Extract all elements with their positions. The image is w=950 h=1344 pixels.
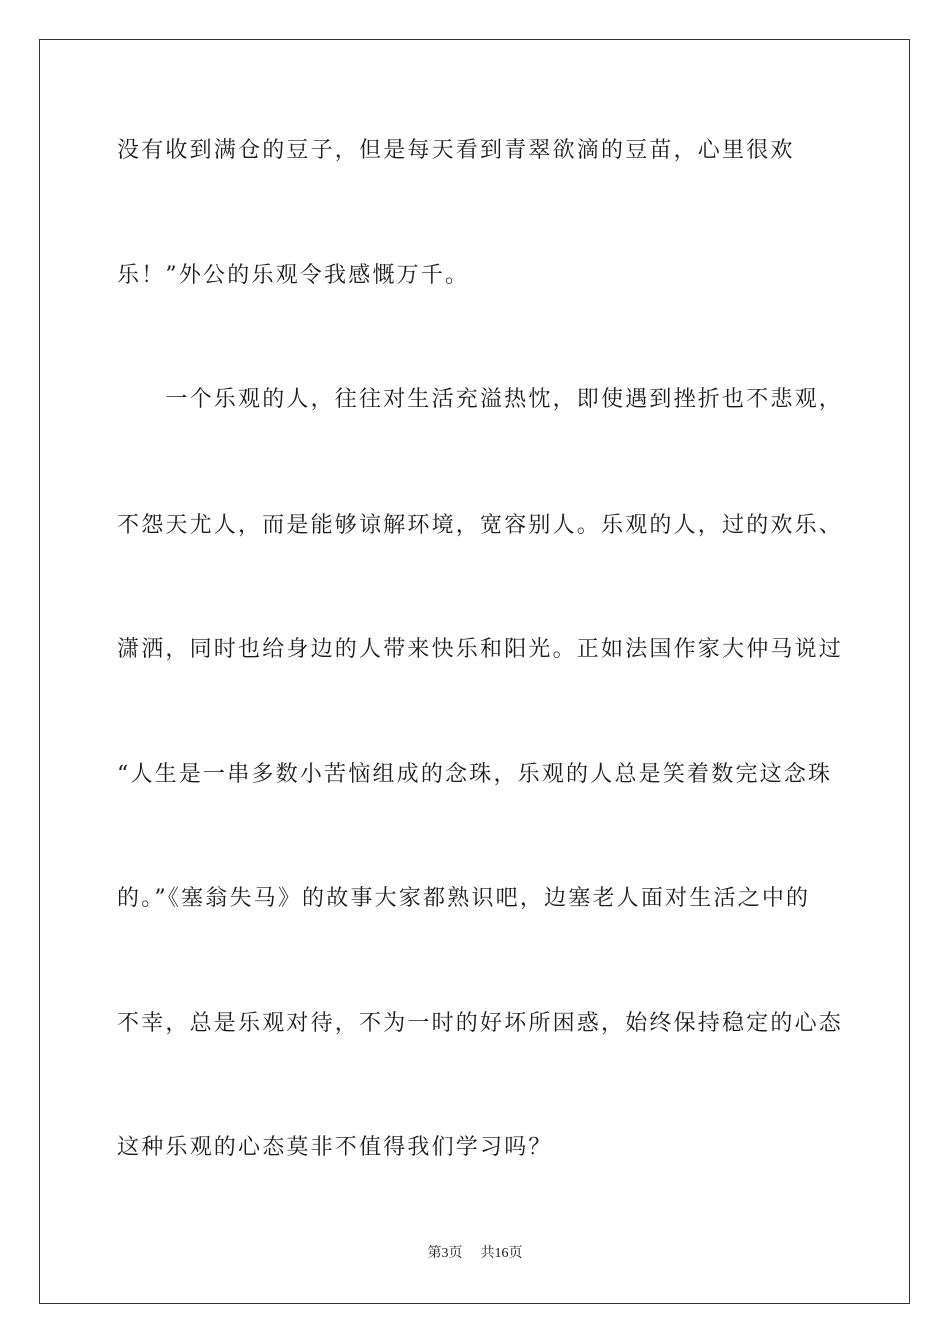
text-line-2: 乐！”外公的乐观令我感慨万千。 bbox=[117, 263, 470, 288]
text-line-7: 的。”《塞翁失马》的故事大家都熟识吧，边塞老人面对生活之中的 bbox=[117, 886, 811, 911]
text-line-1: 没有收到满仓的豆子，但是每天看到青翠欲滴的豆苗，心里很欢 bbox=[117, 138, 795, 163]
page-border bbox=[39, 39, 910, 1304]
text-line-3: 一个乐观的人，往往对生活充溢热忱，即使遇到挫折也不悲观， bbox=[117, 387, 844, 412]
text-line-4: 不怨天尤人，而是能够谅解环境，宽容别人。乐观的人，过的欢乐、 bbox=[117, 513, 844, 538]
page-footer bbox=[0, 1244, 950, 1264]
page-number: 第3页 bbox=[427, 1246, 463, 1261]
text-line-6: “人生是一串多数小苦恼组成的念珠，乐观的人总是笑着数完这念珠 bbox=[117, 762, 833, 787]
text-line-9: 这种乐观的心态莫非不值得我们学习吗？ bbox=[117, 1135, 553, 1160]
page-total: 共16页 bbox=[480, 1246, 523, 1261]
text-line-8: 不幸，总是乐观对待，不为一时的好坏所困惑，始终保持稳定的心态 bbox=[117, 1011, 844, 1036]
text-line-5: 潇洒，同时也给身边的人带来快乐和阳光。正如法国作家大仲马说过 bbox=[117, 637, 844, 662]
